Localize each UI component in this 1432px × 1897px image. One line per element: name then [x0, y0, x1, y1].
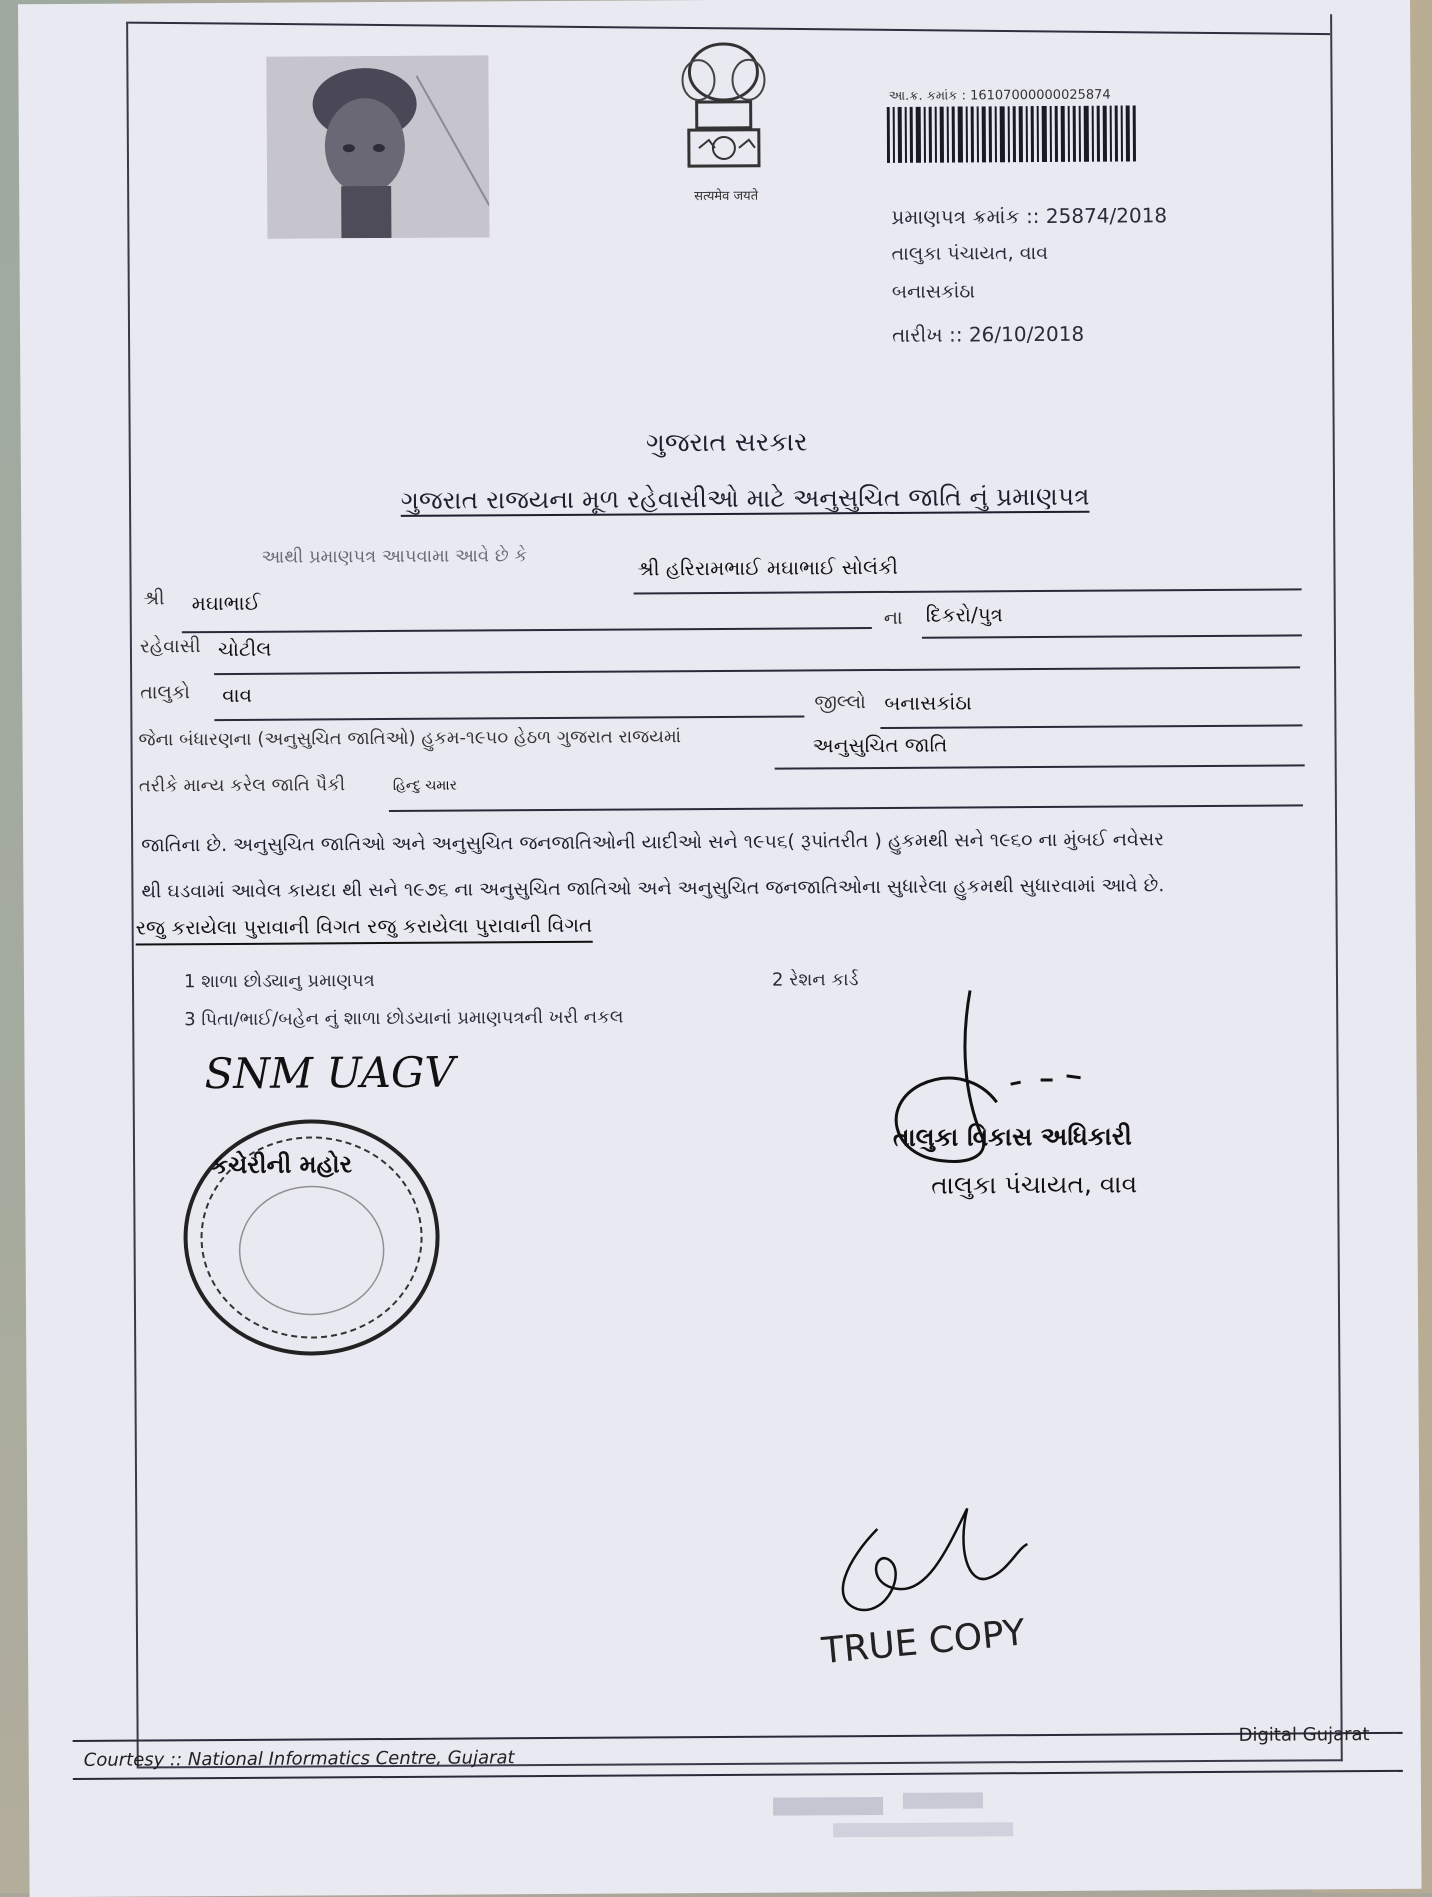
office-stamp-icon — [177, 1110, 447, 1366]
legal-paragraph-line1: જાતિના છે. અનુસુચિત જાતિઓ અને અનુસુચિત જનજાતિઓની યાદીઓ સને ૧૯૫૬( રૂપાંતરીત ) હુકમથી સને ૧૯૬૦ ના મુંબઈ નવેસર — [141, 828, 1165, 857]
father-label: શ્રી — [143, 587, 165, 610]
issuing-office: તાલુકા પંચાયત, વાવ — [891, 241, 1049, 265]
barcode-icon — [887, 105, 1143, 177]
stamp-text: કચેરીની મહોર — [211, 1150, 353, 1180]
intro-label: આથી પ્રમાણપત્ર આપવામા આવે છે કે — [261, 545, 528, 568]
footer-courtesy: Courtesy :: National Informatics Centre, Gujarat — [83, 1747, 515, 1771]
proof-item-3: 3 પિતા/ભાઈ/બહેન નું શાળા છોડયાનાં પ્રમાણપત્રની ખરી નકલ — [184, 1006, 624, 1031]
true-copy-signature-icon — [817, 1488, 1048, 1629]
government-title: ગુજરાત સરકાર — [645, 427, 808, 459]
relation-label: ના — [883, 606, 903, 629]
caste-value: હિન્દુ ચમાર — [392, 777, 458, 794]
officer-signature-icon — [860, 984, 1121, 1186]
proof-item-2: 2 રેશન કાર્ડ — [771, 969, 859, 991]
signatory-office: તાલુકા પંચાયત, વાવ — [931, 1169, 1138, 1200]
district-value: બનાસકાંઠા — [884, 690, 972, 715]
district-label: જીલ્લો — [814, 691, 866, 714]
caste-label: તરીકે માન્ય કરેલ જાતિ પૈકી — [138, 774, 346, 797]
true-copy-label: TRUE COPY — [819, 1612, 1027, 1673]
order-label: જેના બંધારણના (અનુસુચિત જાતિઓ) હુકમ-૧૯૫૦ હેઠળ ગુજરાત રાજયમાં — [138, 726, 682, 751]
proof-item-1: 1 શાળા છોડ્યાનુ પ્રમાણપત્ર — [183, 970, 375, 993]
order-value: અનુસુચિત જાતિ — [812, 732, 948, 758]
relation-value: દિકરો/પુત્ર — [925, 602, 1004, 627]
handwritten-note: SNM UAGV — [204, 1047, 455, 1099]
holder-name: શ્રી હરિરામભાઈ મઘાભાઈ સોલંકી — [637, 554, 898, 581]
certificate-paper — [18, 0, 1422, 1897]
ghost-stamp-mark — [773, 1786, 1113, 1848]
signatory-title: તાલુકા વિકાસ અધિકારી — [892, 1121, 1132, 1152]
serial-number: આ.ક્ર. કમાંક : 16107000000025874 — [888, 87, 1111, 104]
resident-value: ચોટીલ — [217, 636, 272, 662]
certificate-title: ગુજરાત રાજયના મૂળ રહેવાસીઓ માટે અનુસુચિત જાતિ નું પ્રમાણપત્ર — [400, 481, 1090, 515]
taluka-label: તાલુકો — [140, 681, 191, 704]
resident-label: રહેવાસી — [139, 635, 201, 658]
legal-paragraph-line2: થી ઘડવામાં આવેલ કાયદા થી સને ૧૯૭૬ ના અનુસુચિત જાતિઓ અને અનુસુચિત જનજાતિઓના સુધારેલા હુકમથી સુધારવામાં આવે છે. — [141, 874, 1165, 903]
father-name: મઘાભાઈ — [191, 590, 261, 616]
taluka-value: વાવ — [222, 682, 253, 708]
national-emblem-icon — [668, 40, 779, 211]
emblem-caption: सत्यमेव जयते — [694, 188, 759, 205]
proofs-heading: રજુ કરાયેલા પુરાવાની વિગત રજુ કરાયેલા પુરાવાની વિગત — [136, 913, 593, 946]
issue-date: તારીખ :: 26/10/2018 — [891, 321, 1085, 347]
footer-brand: Digital Gujarat — [1238, 1724, 1370, 1746]
holder-photo — [266, 55, 489, 238]
certificate-number: પ્રમાણપત્ર ક્રમાંક :: 25874/2018 — [891, 203, 1168, 229]
issuing-district: બનાસકાંઠા — [891, 280, 976, 303]
